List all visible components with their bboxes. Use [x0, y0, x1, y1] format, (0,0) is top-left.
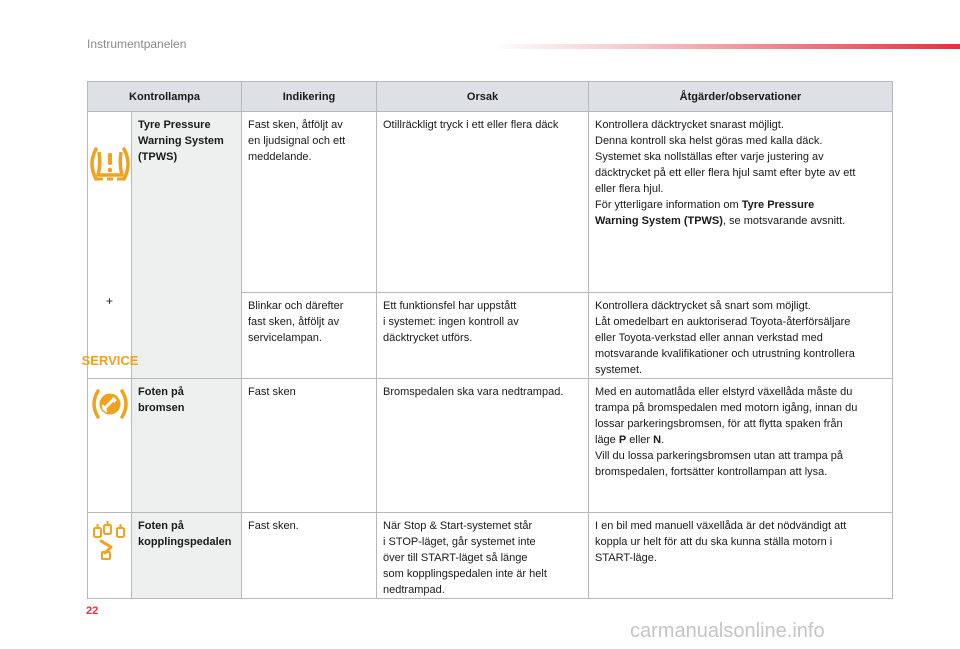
action-cell: Kontrollera däcktrycket så snart som möjligt. Låt omedelbart en auktoriserad Toyota-återförsäljare eller Toyota-verkstad eller annan verkstad med motsvarande kvalifikationer och utrustning kontrollera systemet.	[589, 293, 893, 379]
action-cell: Med en automatlåda eller elstyrd växellåda måste du trampa på bromspedalen med motorn igång, innan du lossar parkeringsbromsen, för att flytta spaken från läge P eller N. Vill du lossa parkeringsbromsen utan att trampa på bromspedalen, fortsätter kontrollampan att lysa.	[589, 379, 893, 513]
table-row	[88, 379, 893, 513]
brake-pedal-icon	[90, 387, 130, 421]
table-row	[88, 112, 893, 293]
header-accent-bar	[490, 44, 960, 49]
column-header-lamp: Kontrollampa	[88, 82, 242, 112]
clutch-icon-cell	[88, 513, 132, 599]
lamp-label-clutch: Foten på kopplingspedalen	[132, 513, 242, 599]
svg-text:SERVICE: SERVICE	[81, 353, 138, 368]
page-number: 22	[86, 605, 99, 617]
brake-icon-cell	[88, 379, 132, 513]
clutch-pedal-icon	[91, 521, 129, 561]
tpws-icon-cell	[81, 112, 138, 379]
page-header-title: Instrumentpanelen	[87, 37, 187, 51]
cause-cell: Otillräckligt tryck i ett eller flera däck	[377, 112, 589, 293]
tpws-warning-icon	[90, 144, 130, 184]
cause-cell: Bromspedalen ska vara nedtrampad.	[377, 379, 589, 513]
column-header-indication: Indikering	[242, 82, 377, 112]
warning-lamp-table	[81, 81, 893, 599]
table-header-row	[88, 82, 893, 112]
service-icon	[81, 352, 138, 368]
column-header-cause: Orsak	[377, 82, 589, 112]
cause-cell: När Stop & Start-systemet står i STOP-läget, går systemet inte över till START-läget så länge som kopplingspedalen inte är helt nedtrampad.	[377, 513, 589, 599]
lamp-label-brake: Foten på bromsen	[132, 379, 242, 513]
indication-cell: Fast sken	[242, 379, 377, 513]
lamp-label-tpws: Tyre Pressure Warning System (TPWS)	[132, 112, 242, 379]
column-header-actions: Åtgärder/observationer	[589, 82, 893, 112]
plus-sign: +	[105, 294, 113, 308]
indication-cell: Fast sken, åtföljt av en ljudsignal och ett meddelande.	[242, 112, 377, 293]
action-cell: Kontrollera däcktrycket snarast möjligt. Denna kontroll ska helst göras med kalla däck. Systemet ska nollställas efter varje justering av däcktrycket på ett eller flera hjul samt efter byte av ett eller flera hjul. För ytterligare information om Tyre Pressure Warning System (TPWS), se motsvarande avsnitt.	[589, 112, 893, 293]
indication-cell: Blinkar och därefter fast sken, åtföljt av servicelampan.	[242, 293, 377, 379]
watermark: carmanualsonline.info	[630, 620, 825, 642]
table-row	[88, 513, 893, 599]
indication-cell: Fast sken.	[242, 513, 377, 599]
action-cell: I en bil med manuell växellåda är det nödvändigt att koppla ur helt för att du ska kunna ställa motorn i START-läge.	[589, 513, 893, 599]
cause-cell: Ett funktionsfel har uppstått i systemet: ingen kontroll av däcktrycket utförs.	[377, 293, 589, 379]
